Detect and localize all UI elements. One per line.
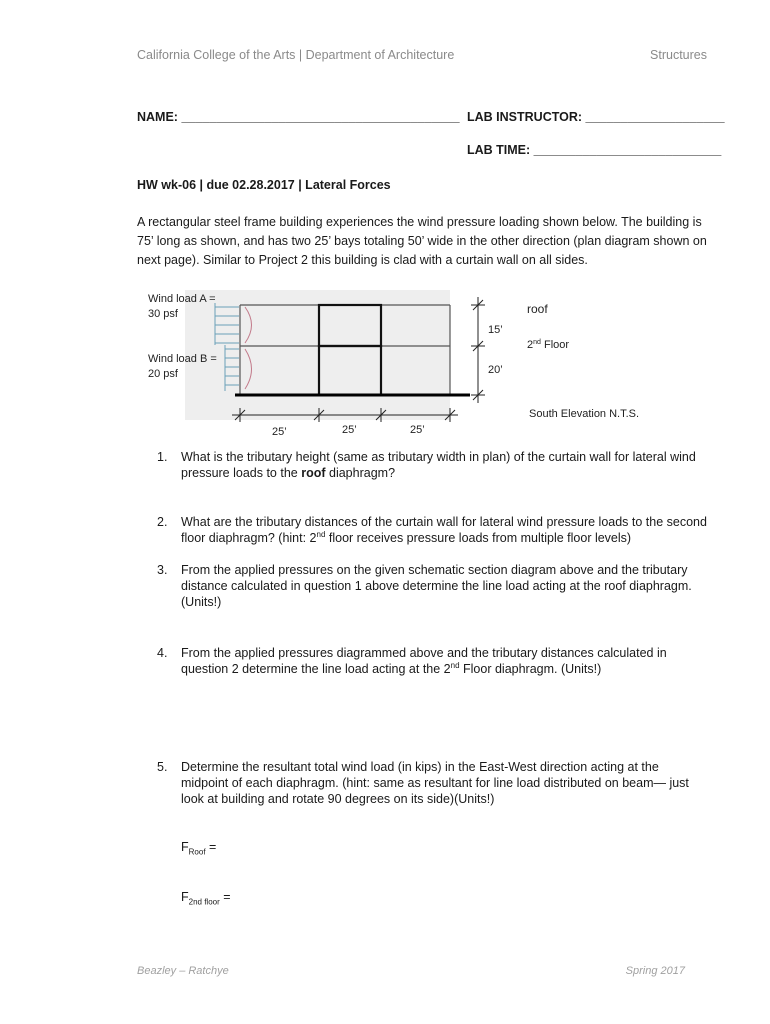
wind-load-b-value: 20 psf xyxy=(148,368,178,380)
bay-1-label: 25’ xyxy=(272,426,287,438)
dim-15-label: 15’ xyxy=(488,324,503,336)
f-2nd-floor-equation: $F_{2nd floor}$ = xyxy=(181,890,231,907)
elevation-label: South Elevation N.T.S. xyxy=(529,408,640,420)
header-department: California College of the Arts | Department of Architecture xyxy=(137,48,455,62)
wind-load-b-label: Wind load B = xyxy=(148,353,217,365)
question-2 xyxy=(137,514,707,546)
intro-paragraph: A rectangular steel frame building experiences the wind pressure loading shown below. The building is 75’ long as shown, and has two 25’ bays totaling 50’ wide in the other direction (plan diagram shown on next page). Similar to Project 2 this building is clad with a curtain wall on all sides. xyxy=(137,215,707,267)
roof-label: roof xyxy=(527,302,548,316)
wind-load-a-value: 30 psf xyxy=(148,308,178,320)
dim-20-label: 20’ xyxy=(488,364,503,376)
question-5 xyxy=(137,759,707,807)
question-number: 2. xyxy=(157,515,168,529)
name-field[interactable]: NAME: ________________________________________ xyxy=(137,110,460,124)
vertical-dimension xyxy=(471,297,485,403)
f-roof-equation: $F_{Roof}$ = xyxy=(181,840,217,857)
question-3 xyxy=(137,562,707,610)
lab-time-field[interactable]: LAB TIME: ___________________________ xyxy=(467,143,722,157)
assignment-title: HW wk-06 | due 02.28.2017 | Lateral Forces xyxy=(137,178,391,192)
question-number: 5. xyxy=(157,760,168,774)
question-1 xyxy=(137,449,707,481)
footer-term: Spring 2017 xyxy=(625,965,685,977)
footer-authors: Beazley – Ratchye xyxy=(137,965,229,977)
question-text: From the applied pressures diagrammed above and the tributary distances calculated in question 2 determine the line load acting at the 2nd Floor diaphragm. (Units!) xyxy=(181,646,667,676)
bay-3-label: 25’ xyxy=(410,424,425,436)
question-4 xyxy=(137,645,707,677)
question-text: What are the tributary distances of the curtain wall for lateral wind pressure loads to the second floor diaphragm? (hint: 2nd floor receives pressure loads from multiple floor levels) xyxy=(181,515,707,545)
south-elevation-diagram xyxy=(140,285,660,440)
question-text: From the applied pressures on the given schematic section diagram above and the tributary distance calculated in question 1 above determine the line load acting at the roof diaphragm. (Units!) xyxy=(181,563,692,609)
question-number: 1. xyxy=(157,450,168,464)
lab-instructor-field[interactable]: LAB INSTRUCTOR: ____________________ xyxy=(467,110,725,124)
question-number: 3. xyxy=(157,563,168,577)
header-course: Structures xyxy=(650,48,707,62)
wind-load-a-label: Wind load A = xyxy=(148,293,216,305)
second-floor-label: 2nd Floor xyxy=(527,339,570,351)
question-number: 4. xyxy=(157,646,168,660)
bay-2-label: 25’ xyxy=(342,424,357,436)
question-text: Determine the resultant total wind load (in kips) in the East-West direction acting at the midpoint of each diaphragm. (hint: same as resultant for line load distributed on beam— just look at building and rotate 90 degrees on its side)(Units!) xyxy=(181,760,689,806)
question-text: What is the tributary height (same as tributary width in plan) of the curtain wall for lateral wind pressure loads to the roof diaphragm? xyxy=(181,450,696,480)
